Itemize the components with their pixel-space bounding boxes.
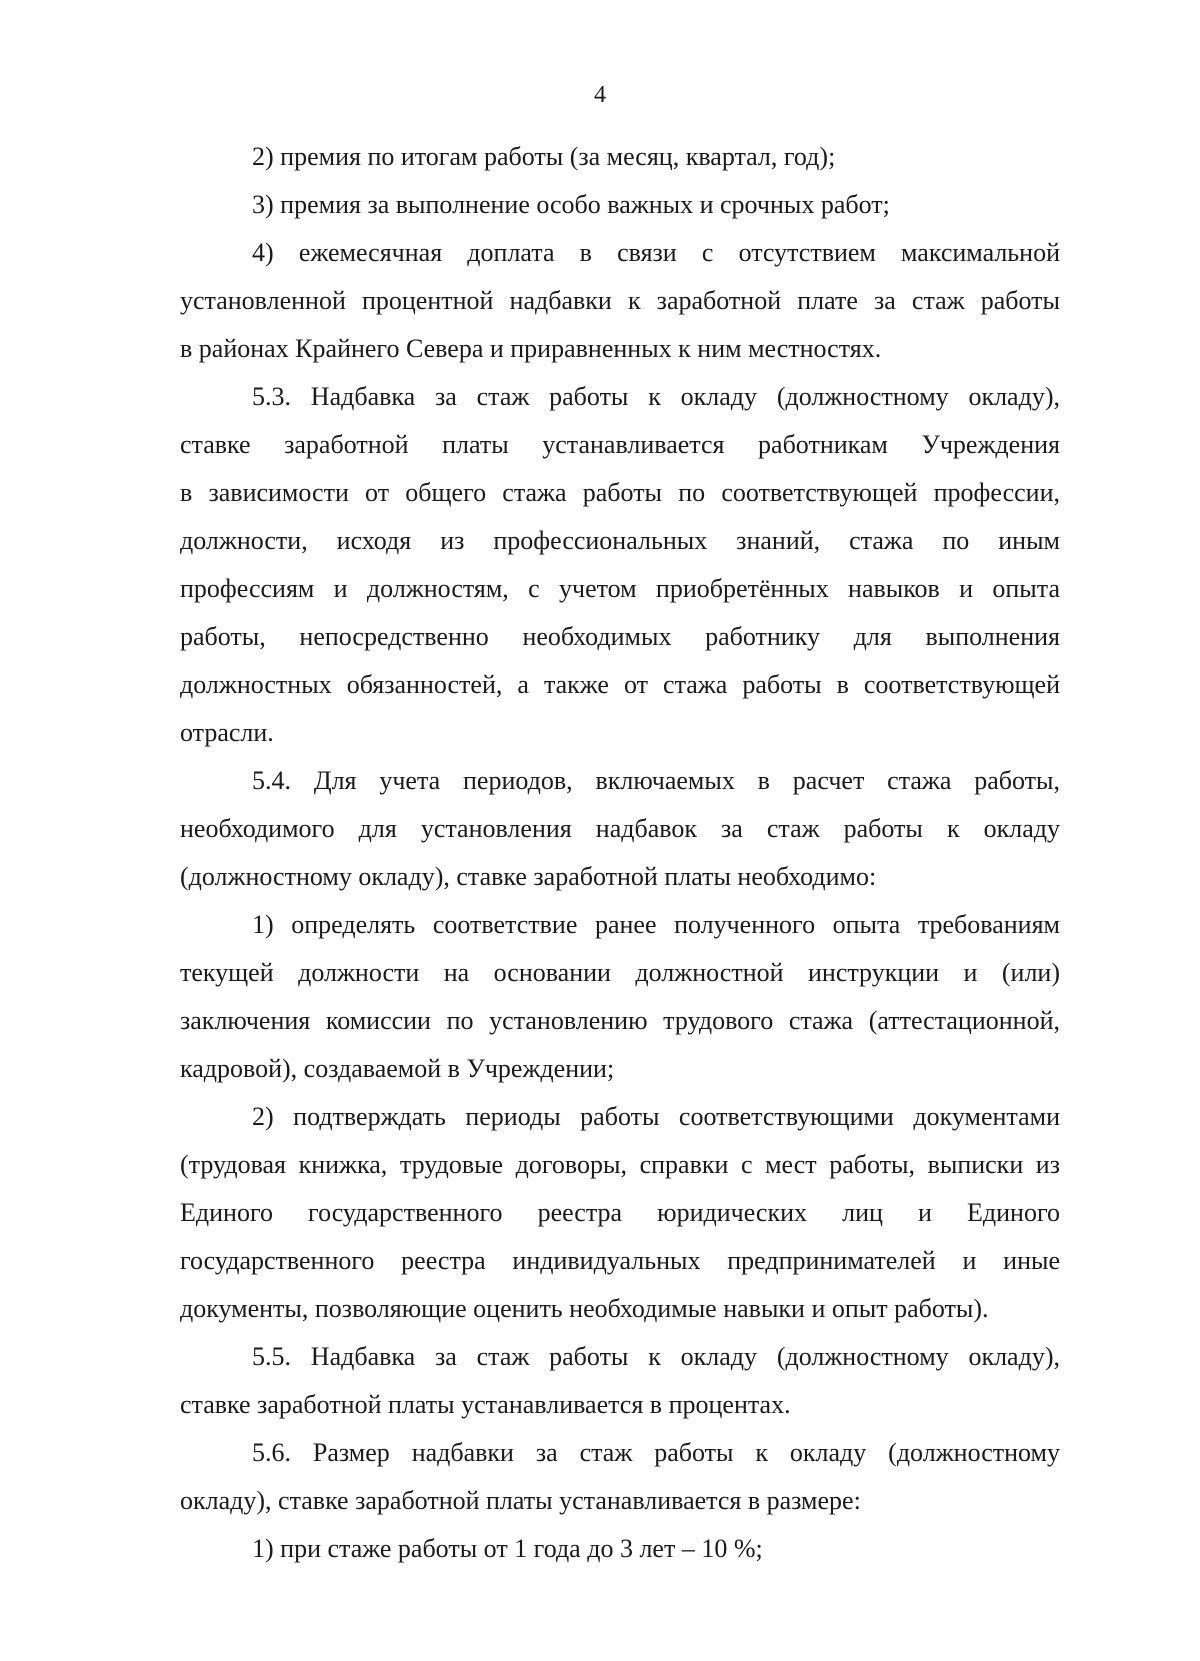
text-line: (трудовая книжка, трудовые договоры, справки с мест работы, выписки из [180,1150,1060,1179]
text-line: заключения комиссии по установлению трудового стажа (аттестационной, [180,1006,1060,1035]
text-line: Единого государственного реестра юридических лиц и Единого [180,1198,1060,1227]
text-line: 2) премия по итогам работы (за месяц, квартал, год); [252,142,836,171]
paragraph [180,757,1060,901]
text-line: 5.3. Надбавка за стаж работы к окладу (должностному окладу), [252,382,1060,411]
text-line: в зависимости от общего стажа работы по соответствующей профессии, [180,478,1060,507]
text-line: окладу), ставке заработной платы устанавливается в размере: [180,1486,861,1515]
paragraph [180,901,1060,1093]
text-line: 2) подтверждать периоды работы соответствующими документами [252,1102,1060,1131]
paragraph [180,181,1060,229]
text-line: текущей должности на основании должностной инструкции и (или) [180,958,1060,987]
text-line: 1) при стаже работы от 1 года до 3 лет – 10 %; [252,1534,763,1563]
text-line: 5.6. Размер надбавки за стаж работы к окладу (должностному [252,1438,1060,1467]
text-line: государственного реестра индивидуальных предпринимателей и иные [180,1246,1060,1275]
text-line: профессиям и должностям, с учетом приобретённых навыков и опыта [180,574,1060,603]
paragraph [180,133,1060,181]
text-line: ставке заработной платы устанавливается работникам Учреждения [180,430,1060,459]
text-line: работы, непосредственно необходимых работнику для выполнения [180,622,1060,651]
text-line: 4) ежемесячная доплата в связи с отсутствием максимальной [252,238,1060,267]
text-line: ставке заработной платы устанавливается в процентах. [180,1390,791,1419]
paragraph [180,373,1060,757]
text-line: (должностному окладу), ставке заработной платы необходимо: [180,862,877,891]
paragraph [180,1429,1060,1525]
page-number: 4 [594,82,606,108]
text-line: 5.4. Для учета периодов, включаемых в расчет стажа работы, [252,766,1060,795]
text-line: 3) премия за выполнение особо важных и срочных работ; [252,190,890,219]
text-line: 1) определять соответствие ранее полученного опыта требованиям [252,910,1060,939]
text-line: документы, позволяющие оценить необходимые навыки и опыт работы). [180,1294,989,1323]
paragraph [180,229,1060,373]
paragraph [180,1333,1060,1429]
text-line: 5.5. Надбавка за стаж работы к окладу (должностному окладу), [252,1342,1060,1371]
paragraph [180,1093,1060,1333]
paragraph [180,1525,1060,1573]
text-line: должностных обязанностей, а также от стажа работы в соответствующей [180,670,1060,699]
text-line: необходимого для установления надбавок за стаж работы к окладу [180,814,1060,843]
text-line: кадровой), создаваемой в Учреждении; [180,1054,615,1083]
text-line: отрасли. [180,718,274,747]
text-line: должности, исходя из профессиональных знаний, стажа по иным [180,526,1060,555]
document-body [180,133,1060,1573]
text-line: установленной процентной надбавки к заработной плате за стаж работы [180,286,1060,315]
text-line: в районах Крайнего Севера и приравненных к ним местностях. [180,334,882,363]
